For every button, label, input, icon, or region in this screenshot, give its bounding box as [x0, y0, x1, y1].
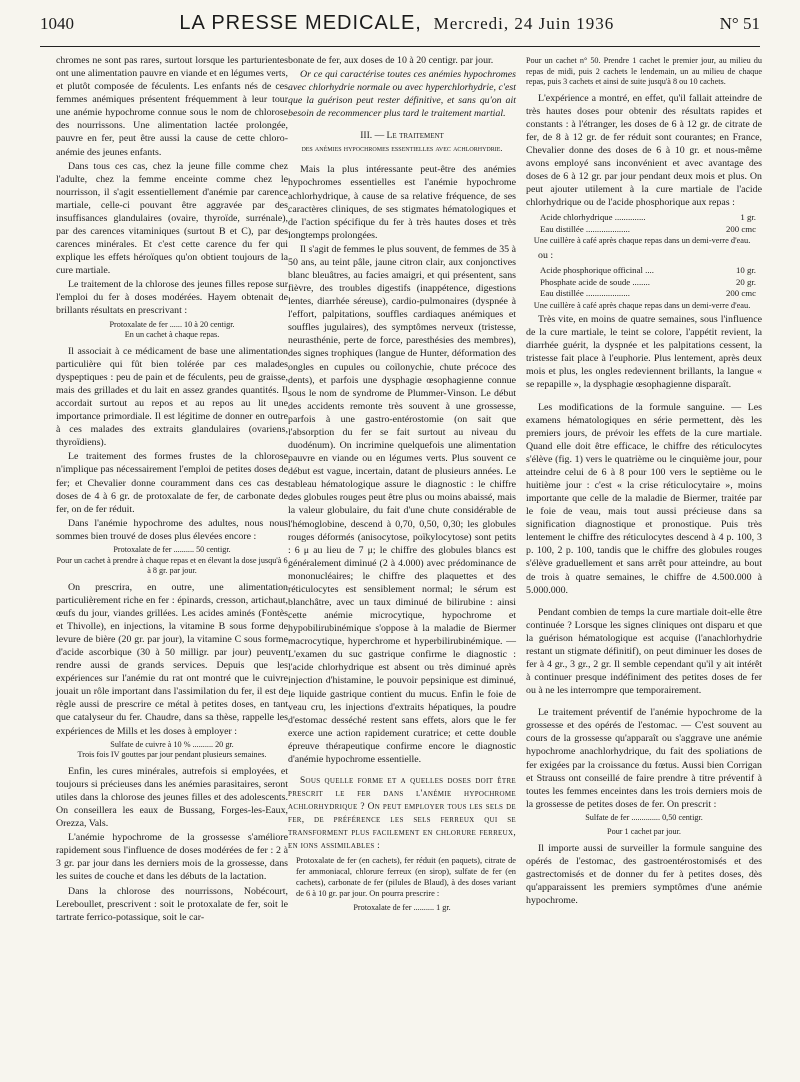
- prescription: Protoxalate de fer .......... 50 centigr. Pour un cachet à prendre à chaque repas et en élevant la dose jusqu'à 6 à 8 gr. par jour.: [56, 544, 288, 576]
- formula-note: Une cuillère à café après chaque repas dans un demi-verre d'eau.: [533, 236, 751, 246]
- page-header: [40, 12, 760, 47]
- formula-item: Acide phosphorique officinal ....: [540, 265, 654, 276]
- column-3: [526, 54, 762, 908]
- formula-table-2: [526, 265, 762, 311]
- prescription: Sulfate de cuivre à 10 % .......... 20 gr. Trois fois IV gouttes par jour pendant plusieurs semaines.: [77, 739, 267, 760]
- paragraph: Dans tous ces cas, chez la jeune fille comme chez l'adulte, chez la femme enceinte comme chez le nourrisson, il s'agit essentiellement d'anémie par carence martiale, celle-ci pouvant être aggravée par des insuffisances glandulaires (ovaire, thyroïde, surrénale), par des carences vitaminiques (surtout B et C), par des carences minérales. Et c'est cette carence du fer qui explique les effets héroïques qu'on obtient toujours de la cure martiale.: [56, 160, 288, 277]
- prescription: Protoxalate de fer ...... 10 à 20 centigr. En un cachet à chaque repas.: [109, 319, 235, 340]
- prescription: Sulfate de fer .............. 0,50 centigr.: [585, 812, 703, 822]
- journal-name: LA PRESSE MEDICALE,: [179, 12, 422, 34]
- paragraph: Mais la plus intéressante peut-être des anémies hypochromes essentielles est l'anémie hypochrome achlorhydrique, à cause de sa relative fréquence, de ses caractères cliniques, de ses stigmates hématologiques et de l'action spécifique du fer à très hautes doses et très longtemps prolongées.: [288, 164, 516, 241]
- paragraph: Dans la chlorose des nourrissons, Nobécourt, Lereboullet, prescrivent : soit le protoxalate de fer, soit le tartrate ferrico-potassique, soit le car-: [56, 885, 288, 923]
- paragraph: Enfin, les cures minérales, autrefois si employées, et toujours si précieuses dans les anémies parasitaires, seront utiles dans la chlorose des jeunes filles et des adolescents. On conseillera les eaux de Bussang, Forges-les-Eaux, Orezza, Vals.: [56, 765, 288, 830]
- prescription-note: Pour 1 cachet par jour.: [607, 827, 681, 837]
- formula-row: [526, 277, 762, 289]
- formula-row: [526, 224, 762, 236]
- prescription-note: Pour un cachet n° 50. Prendre 1 cachet le premier jour, au milieu du repas de midi, puis 2 cachets le lendemain, un au milieu de chaque repas, puis 3 cachets et ainsi de suite jusqu'à 8 ou 10 cachets.: [526, 56, 762, 87]
- paragraph: Il s'agit de femmes le plus souvent, de femmes de 35 à 50 ans, au teint pâle, jaune citron clair, aux conjonctives blanc bleuâtres, au facies amaigri, et qui présentent, sans fièvre, des troubles digestifs (inappétence, digestions lentes, diarrhée séreuse), cardio-pulmonaires (dyspnée à l'effort, palpitations, souffles cardiaques anémiques et souffles jugulaires), des symptômes nerveux (tristesse, neurasthénie, perte de force, paresthésies des membres), des signes trophiques (langue de Hunter, déformation des ongles en cupules ou coïlonychie, chute précoce des dents), et parfois une dysphagie œsophagienne connue sous le nom de syndrome de Plummer-Vinson. Le début des accidents remonte très souvent à une grossesse, parfois à une gastro-entérostomie (on sait que l'absorption du fer se fait surtout au niveau du duodénum). On incrimine quelquefois une alimentation pauvre en viande ou en légumes verts. Plus souvent ce début est vague, incertain, datant de plusieurs années. Le tableau hématologique assure le diagnostic : le chiffre des globules rouges peut être plus ou moins abaissé, mais la valeur globulaire, du fait d'une chute considérable de l'hémoglobine, descend à 0,70, 0,50, 0,30; les globules rouges déformés (anisocytose, poïkylocytose) sont petits : 6 μ au lieu de 7 μ; le chiffre des globules blancs est généralement diminué (2 à 4.000) avec prédominance de mononucléaires; le chiffre des plaquettes et des réticulocytes est sensiblement normal; le sérum est blanchâtre, avec un taux diminué de bilirubine : ainsi cette anémie microcytique, hypochrome et hypobilirubinémique s'oppose à la maladie de Biermer macrocytique, hyperchrome et hyperbilirubinémique. — L'examen du suc gastrique confirme le diagnostic : l'acide chlorhydrique est absent ou très diminué après injection d'histamine, le pouvoir pepsinique est diminué, le liquide gastrique contient du mucus. Enfin le foie de veau cru, les injections d'extraits hépatiques, la poudre d'estomac desséché restent sans effets, alors que le fer exerce une action rapidement curatrice; et cette double épreuve thérapeutique confirme encore le diagnostic d'anémie hypochrome essentielle.: [288, 243, 516, 765]
- paragraph: bonate de fer, aux doses de 10 à 20 centigr. par jour.: [288, 55, 494, 66]
- paragraph: Le traitement préventif de l'anémie hypochrome de la grossesse et des opérés de l'estomac. — C'est souvent au cours de la grossesse qu'apparaît ou s'aggrave une anémie hypochrome anachlorhydrique, du fait des spoliations de fer exigées par la croissance du fœtus. Aussi bien Corrigan et Strauss ont conseillé de faire prendre à titre préventif à toutes les femmes enceintes dans les trois derniers mois de la grossesse de petites doses de fer. On prescrit :: [526, 707, 762, 810]
- formula-row: [526, 212, 762, 224]
- formula-qty: 200 cmc: [725, 223, 756, 234]
- column-2: [288, 54, 516, 918]
- paragraph: Or ce qui caractérise toutes ces anémies hypochromes avec chlorhydrie normale ou avec hyperchlorhydrie, c'est que la guérison peut rester définitive, et sans qu'on ait besoin de recommencer plus tard le traitement martial.: [288, 69, 516, 120]
- formula-item: Eau distillée ....................: [540, 288, 630, 299]
- page-number: 1040: [40, 14, 74, 33]
- formula-item: Eau distillée ....................: [540, 223, 630, 234]
- formula-qty: 1 gr.: [740, 212, 756, 223]
- section-heading-title: III. — Le traitement: [360, 130, 444, 142]
- formula-row: [526, 288, 762, 300]
- formula-item: Phosphate acide de soude ........: [540, 276, 650, 287]
- conjunction: ou :: [538, 249, 554, 261]
- paragraph: Le traitement de la chlorose des jeunes filles repose sur l'emploi du fer à doses modérées. Hayem obtenait de brillants résultats en prescrivant :: [56, 279, 288, 317]
- paragraph: Il associait à ce médicament de base une alimentation particulière qui fût bien tolérée par ces malades dyspeptiques : peu de pain et de féculents, peu de graisse, mais des grillades et du lait en assez grandes quantités. Il accordait surtout au repos et au repos au lit une importance primordiale. Il est légitime de donner en outre à ces malades des extraits glandulaires (ovariens, thyroïdiens).: [56, 345, 288, 449]
- paragraph: chromes ne sont pas rares, surtout lorsque les parturientes ont une alimentation pauvre en viande et en légumes verts, et plutôt composée de féculents. Les enfants nés de ces femmes anémiques présentent fréquemment à leur tour une anémie hypochrome connue sous le nom de chlorose des nourrissons. Une alimentation lactée prolongée, pauvre en fer, peut être aussi la cause de cette chloro-anémie des jeunes enfants.: [56, 55, 288, 158]
- formula-table-1: [526, 212, 762, 247]
- prescription: Protoxalate de fer (en cachets), fer réduit (en paquets), citrate de fer ammoniacal, chlorure ferreux (en sirop), sulfate de fer (en cachets), carbonate de fer (pilules de Blaud), à des doses variant de 6 à 10 gr. par jour. On pourra prescrire :: [296, 856, 516, 899]
- formula-note: Une cuillère à café après chaque repas dans un demi-verre d'eau.: [533, 300, 751, 310]
- journal-title: [179, 12, 614, 35]
- paragraph: Il importe aussi de surveiller la formule sanguine des opérés de l'estomac, des gastroentérostomisés et des gastrectomisés et de donner du fer à petites doses, dès qu'apparaissent les premiers symptômes d'une anémie hypochrome.: [526, 843, 762, 907]
- section-heading: [288, 130, 516, 155]
- subheading-paragraph: Sous quelle forme et a quelles doses doit être prescrit le fer dans l'anémie hypochrome achlorhydrique ? On peut employer tous les sels de fer, de préférence les sels ferreux qui se transforment plus facilement en chlorure ferreux, en ions assimilables :: [288, 775, 516, 852]
- section-heading-subtitle: des anémies hypochromes essentielles avec achlorhydrie.: [301, 143, 503, 154]
- formula-qty: 20 gr.: [735, 276, 756, 287]
- paragraph: Pendant combien de temps la cure martiale doit-elle être continuée ? Lorsque les signes cliniques ont disparu et que la guérison hématologique est acquise (l'anachlorhydrie restant un stigmate définitif), on peut diminuer les doses de fer à 4 gr., 3 gr., 2 gr. Il semble cependant qu'il y ait intérêt à continuer presque indéfiniment des petites doses de fer ou à ne les interrompre que temporairement.: [526, 606, 762, 697]
- paragraph: L'anémie hypochrome de la grossesse s'améliore rapidement sous l'influence de doses modérées de fer : 2 à 3 gr. par jour dans les derniers mois de la grossesse, dans les suites de couche et dans les débuts de la lactation.: [56, 832, 288, 883]
- prescription: Protoxalate de fer .......... 1 gr.: [353, 903, 451, 913]
- paragraph: Très vite, en moins de quatre semaines, sous l'influence de la cure martiale, le teint se colore, l'appétit revient, la diarrhée guérit, la dyspnée et les palpitations cessent, la tristesse fait place à l'euphorie. Plus lentement, après deux mois et plus, les ongles redeviennent brillants, la langue « se repapille », la dysphagie œsophagienne disparaît.: [526, 314, 762, 391]
- paragraph: On prescrira, en outre, une alimentation particulièrement riche en fer : épinards, cresson, artichaut, œufs du jour, viandes grillées. Les acides aminés (Fontès et Thivolle), en injections, la vitamine B sous forme de levure de bière (20 gr. par jour), la vitamine C sous forme d'acide ascorbique (30 à 50 milligr. par jour) peuvent rendre aussi de grands services. Depuis que les expériences sur l'anémie du rat ont montré que le cuivre jouait un rôle important dans l'assimilation du fer, il est de règle aussi de prescrire ce métal à petites doses, en tant que catalyseur du fer. Chaudre, dans sa thèse, rappelle les expériences de Mills et les doses à employer :: [56, 581, 288, 737]
- column-1: [56, 54, 288, 925]
- paragraph: Le traitement des formes frustes de la chlorose n'implique pas nécessairement l'emploi de petites doses de fer; et Chevalier donne couramment dans ces cas des doses de 4 à 6 gr. de protoxalate de fer, de carbonate de fer, on de fer réduit.: [56, 451, 288, 515]
- formula-qty: 200 cmc: [725, 288, 756, 299]
- paragraph: L'expérience a montré, en effet, qu'il fallait atteindre de très hautes doses pour obtenir des résultats rapides et constants : à l'étranger, les doses de 6 à 12 gr. de citrate de fer, de 8 à 12 gr. de fer réduit sont courantes; en France, Chevalier donne des doses de 6 à 10 gr. et nous-même avons employé sans inconvénient et avec avantage des doses de 6 à 12 gr. par jour pendant deux mois et plus. On peut ajouter utilement à la cure martiale de l'acide chlorhydrique ou de l'acide phosphorique aux repas :: [526, 92, 762, 209]
- issue-number: N° 51: [719, 14, 760, 33]
- formula-qty: 10 gr.: [735, 265, 756, 276]
- issue-date: Mercredi, 24 Juin 1936: [433, 14, 615, 33]
- paragraph: Les modifications de la formule sanguine. — Les examens hématologiques en série permettent, dès les premiers jours, de prévoir les effets de la cure martiale. Quand elle doit être efficace, le chiffre des réticulocytes s'élève (fig. 1) vers le quatrième ou le cinquième jour, pour atteindre celui de 6 à 8 pour 100 vers le septième ou le huitième jour : c'est « la crise réticulocytaire », moins importante que celle de la maladie de Biermer, traitée par le foie de veau, mais tout aussi précieuse dans sa signification diagnostique et pronostique. Puis très lentement le chiffre des réticulocytes descend à 4 p. 100, 3 p. 100, 2 p. 100, tandis que le chiffre des globules rouges s'élève graduellement et sans arrêt pour atteindre, au bout de trois à quatre semaines, le chiffre de 4.500.000 à 5.000.000.: [526, 401, 762, 596]
- formula-item: Acide chlorhydrique ..............: [540, 212, 646, 223]
- paragraph: Dans l'anémie hypochrome des adultes, nous nous sommes bien trouvé de doses plus élevées encore :: [56, 517, 288, 542]
- formula-row: [526, 265, 762, 277]
